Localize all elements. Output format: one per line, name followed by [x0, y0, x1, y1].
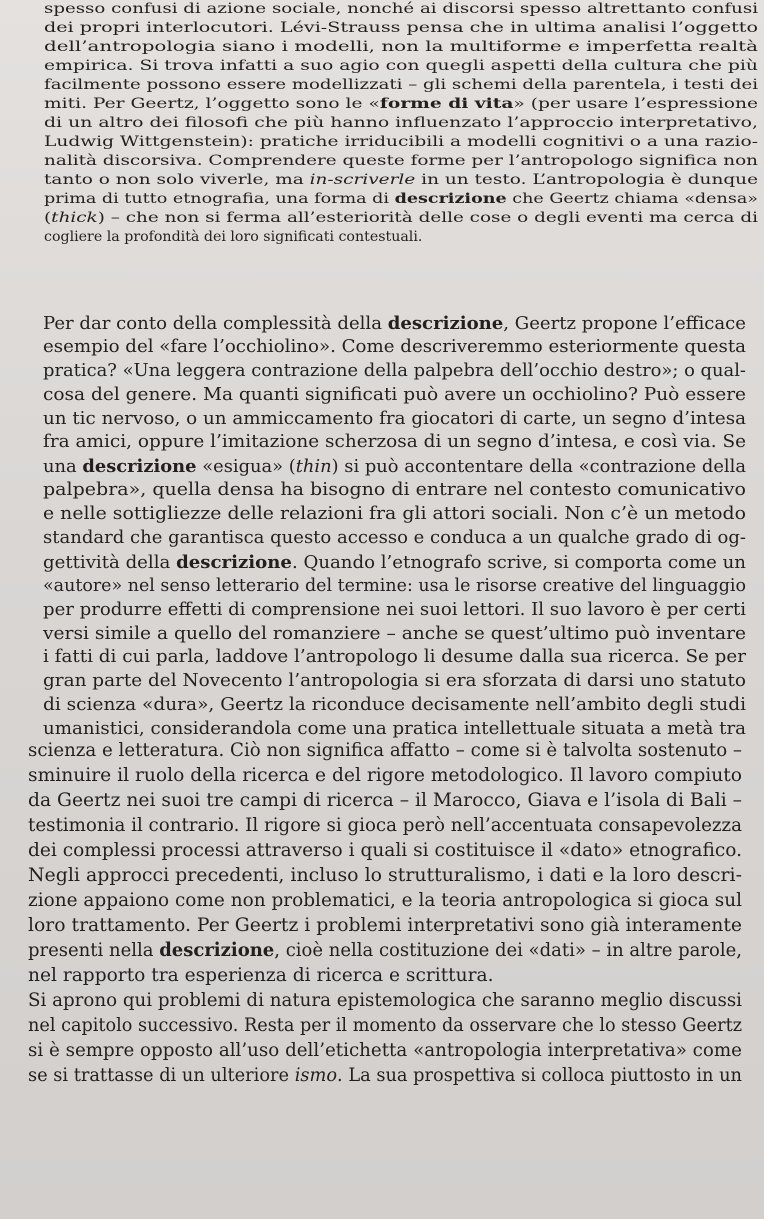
paragraph-2 [43, 312, 746, 742]
text-line: «autore» nel senso letterario del termine: usa le risorse creative del linguaggio [43, 575, 746, 596]
text-line: Negli approcci precedenti, incluso lo strutturalismo, i dati e la loro descri- [28, 865, 743, 886]
text-line: cogliere la profondità dei loro significati contestuali. [44, 229, 423, 245]
text-line: tanto o non solo viverle, ma in-scriverle in un testo. L’antropologia è dunque [44, 172, 759, 188]
text-line: per produrre effetti di comprensione nei suoi lettori. Il suo lavoro è per certi [43, 599, 747, 620]
text-line: empirica. Si trova infatti a suo agio con quegli aspetti della cultura che più [44, 58, 758, 74]
text-line: palpebra», quella densa ha bisogno di entrare nel contesto comunicativo [43, 480, 746, 501]
text-line: umanistici, considerandola come una pratica intellettuale situata a metà tra [43, 719, 747, 740]
text-line: una descrizione «esigua» (thin) si può accontentare della «contrazione della [43, 456, 746, 478]
text-line: se si trattasse di un ulteriore ismo. La sua prospettiva si colloca piuttosto in un [28, 1065, 742, 1086]
text-line: dell’antropologia siano i modelli, non la multiforme e imperfetta realtà [44, 39, 758, 55]
text-line: miti. Per Geertz, l’oggetto sono le «forme di vita» (per usare l’espressione [44, 96, 759, 112]
paragraph-3 [28, 738, 742, 1088]
text-line: gran parte del Novecento l’antropologia si era sforzata di darsi uno statuto [43, 671, 746, 692]
text-line: i fatti di cui parla, laddove l’antropologo li desume dalla sua ricerca. Se per [43, 647, 746, 668]
text-line: di un altro dei filosofi che più hanno influenzato l’approccio interpretativo, [44, 115, 759, 131]
text-line: e nelle sottigliezze delle relazioni fra gli attori sociali. Non c’è un metodo [43, 504, 747, 525]
text-line: dei complessi processi attraverso i quali si costituisce il «dato» etnografico. [28, 840, 742, 861]
text-line: sminuire il ruolo della ricerca e del rigore metodologico. Il lavoro compiuto [28, 765, 742, 786]
text-line: cosa del genere. Ma quanti significati può avere un occhiolino? Può essere [43, 384, 747, 405]
text-line: di scienza «dura», Geertz la riconduce decisamente nell’ambito degli studi [43, 695, 746, 716]
text-line: nel rapporto tra esperienza di ricerca e scrittura. [28, 965, 494, 986]
text-line: zione appaiono come non problematici, e la teoria antropologica si gioca sul [28, 890, 743, 911]
text-line: presenti nella descrizione, cioè nella costituzione dei «dati» – in altre parole, [28, 940, 742, 961]
text-line: un tic nervoso, o un ammiccamento fra giocatori di carte, un segno d’intesa [43, 408, 746, 429]
text-line: Ludwig Wittgenstein): pratiche irriducibili a modelli cognitivi o a una razio- [44, 134, 759, 150]
text-line: pratica? «Una leggera contrazione della palpebra dell’occhio destro»; o qual- [43, 360, 746, 381]
text-line: (thick) – che non si ferma all’esteriorità delle cose o degli eventi ma cerca di [44, 210, 758, 226]
text-line: testimonia il contrario. Il rigore si gioca però nell’accentuata consapevolezza [28, 815, 742, 836]
text-line: fra amici, oppure l’imitazione scherzosa di un segno d’intesa, e così via. Se [43, 432, 747, 453]
text-line: Per dar conto della complessità della descrizione, Geertz propone l’efficace [43, 313, 746, 334]
text-line: si è sempre opposto all’uso dell’etichetta «antropologia interpretativa» come [28, 1040, 742, 1061]
text-line: gettività della descrizione. Quando l’etnografo scrive, si comporta come un [43, 551, 746, 573]
text-line: dei propri interlocutori. Lévi-Strauss pensa che in ultima analisi l’oggetto [44, 20, 759, 36]
paragraph-1 [44, 0, 758, 247]
text-line: Si aprono qui problemi di natura epistemologica che saranno meglio discussi [28, 990, 743, 1011]
text-line: nalità discorsiva. Comprendere queste forme per l’antropologo significa non [44, 153, 759, 169]
text-line: standard che garantisca questo accesso e conduca a un qualche grado di og- [43, 528, 746, 549]
text-line: prima di tutto etnografia, una forma di descrizione che Geertz chiama «densa» [44, 191, 759, 207]
text-line: facilmente possono essere modellizzati – gli schemi della parentela, i testi dei [44, 77, 758, 93]
text-line: da Geertz nei suoi tre campi di ricerca – il Marocco, Giava e l’isola di Bali – [28, 790, 743, 811]
text-line: versi simile a quello del romanziere – anche se quest’ultimo può inventare [43, 623, 747, 644]
text-line: spesso confusi di azione sociale, nonché ai discorsi spesso altrettanto confusi [44, 1, 759, 17]
text-line: nel capitolo successivo. Resta per il momento da osservare che lo stesso Geertz [28, 1015, 743, 1036]
text-line: scienza e letteratura. Ciò non significa affatto – come si è talvolta sostenuto – [28, 740, 743, 761]
text-line: esempio del «fare l’occhiolino». Come descriveremmo esteriormente questa [43, 336, 746, 357]
text-line: loro trattamento. Per Geertz i problemi interpretativi sono già interamente [28, 915, 743, 936]
